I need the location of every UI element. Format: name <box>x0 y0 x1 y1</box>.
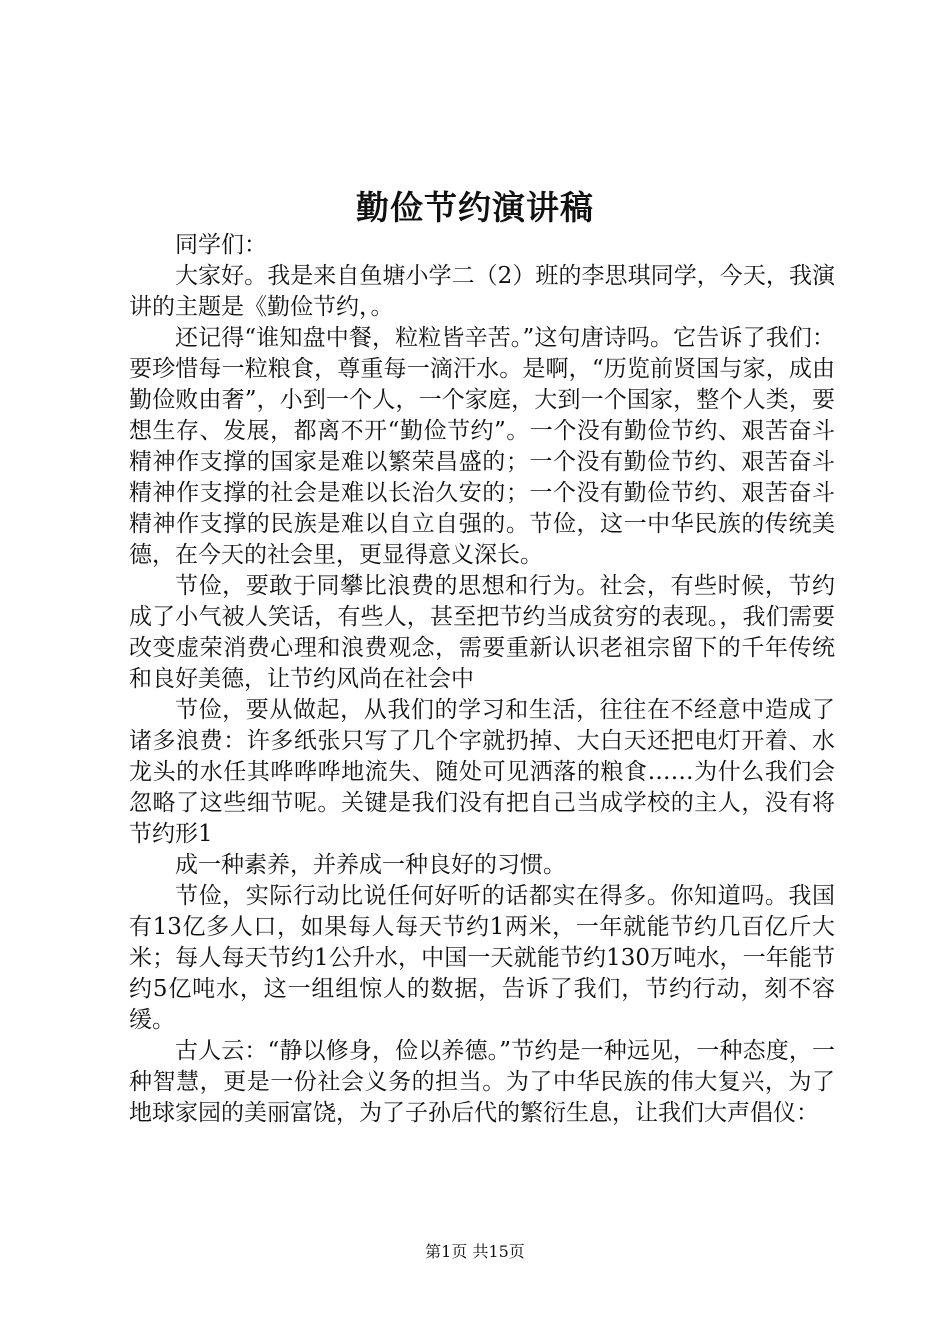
paragraph-intro: 大家好。我是来自鱼塘小学二（2）班的李思琪同学，今天，我演讲的主题是《勤俭节约，。 <box>129 263 835 320</box>
paragraph-greeting: 同学们： <box>175 232 267 258</box>
paragraph-habit: 成一种素养，并养成一种良好的习惯。 <box>175 852 566 878</box>
paragraph-daily-life: 节俭，要从做起，从我们的学习和生活，往往在不经意中造成了诸多浪费：许多纸张只写了几个字就扔掉、大白天还把电灯开着、水龙头的水任其哗哗哗地流失、随处可见洒落的粮食……为什么我们会忽略了这些细节呢。关键是我们没有把自己当成学校的主人，没有将节约形1 <box>129 697 835 847</box>
document-body <box>129 230 835 1129</box>
page-number-footer: 第1页 共15页 <box>425 1242 525 1261</box>
paragraph-poem: 还记得“谁知盘中餐，粒粒皆辛苦。”这句唐诗吗。它告诉了我们：要珍惜每一粒粮食，尊重每一滴汗水。是啊，“历览前贤国与家，成由勤俭败由奢”，小到一个人，一个家庭，大到一个国家，整个人类，要想生存、发展，都离不开“勤俭节约”。一个没有勤俭节约、艰苦奋斗精神作支撑的国家是难以繁荣昌盛的；一个没有勤俭节约、艰苦奋斗精神作支撑的社会是难以长治久安的；一个没有勤俭节约、艰苦奋斗精神作支撑的民族是难以自立自强的。节俭，这一中华民族的传统美德，在今天的社会里，更显得意义深长。 <box>129 325 835 568</box>
paragraph-statistics: 节俭，实际行动比说任何好听的话都实在得多。你知道吗。我国有13亿多人口，如果每人每天节约1两米，一年就能节约几百亿斤大米；每人每天节约1公升水，中国一天就能节约130万吨水，一年能节约5亿吨水，这一组组惊人的数据，告诉了我们，节约行动，刻不容缓。 <box>129 883 835 1033</box>
paragraph-comparison: 节俭，要敢于同攀比浪费的思想和行为。社会，有些时候，节约成了小气被人笑话，有些人，甚至把节约当成贫穷的表现。，我们需要改变虚荣消费心理和浪费观念，需要重新认识老祖宗留下的千年传统和良好美德，让节约风尚在社会中 <box>129 573 835 692</box>
document-title: 勤俭节约演讲稿 <box>356 188 594 227</box>
paragraph-proposal: 古人云：“静以修身，俭以养德。”节约是一种远见，一种态度，一种智慧，更是一份社会义务的担当。为了中华民族的伟大复兴，为了地球家园的美丽富饶，为了子孙后代的繁衍生息，让我们大声倡仪： <box>129 1038 835 1126</box>
